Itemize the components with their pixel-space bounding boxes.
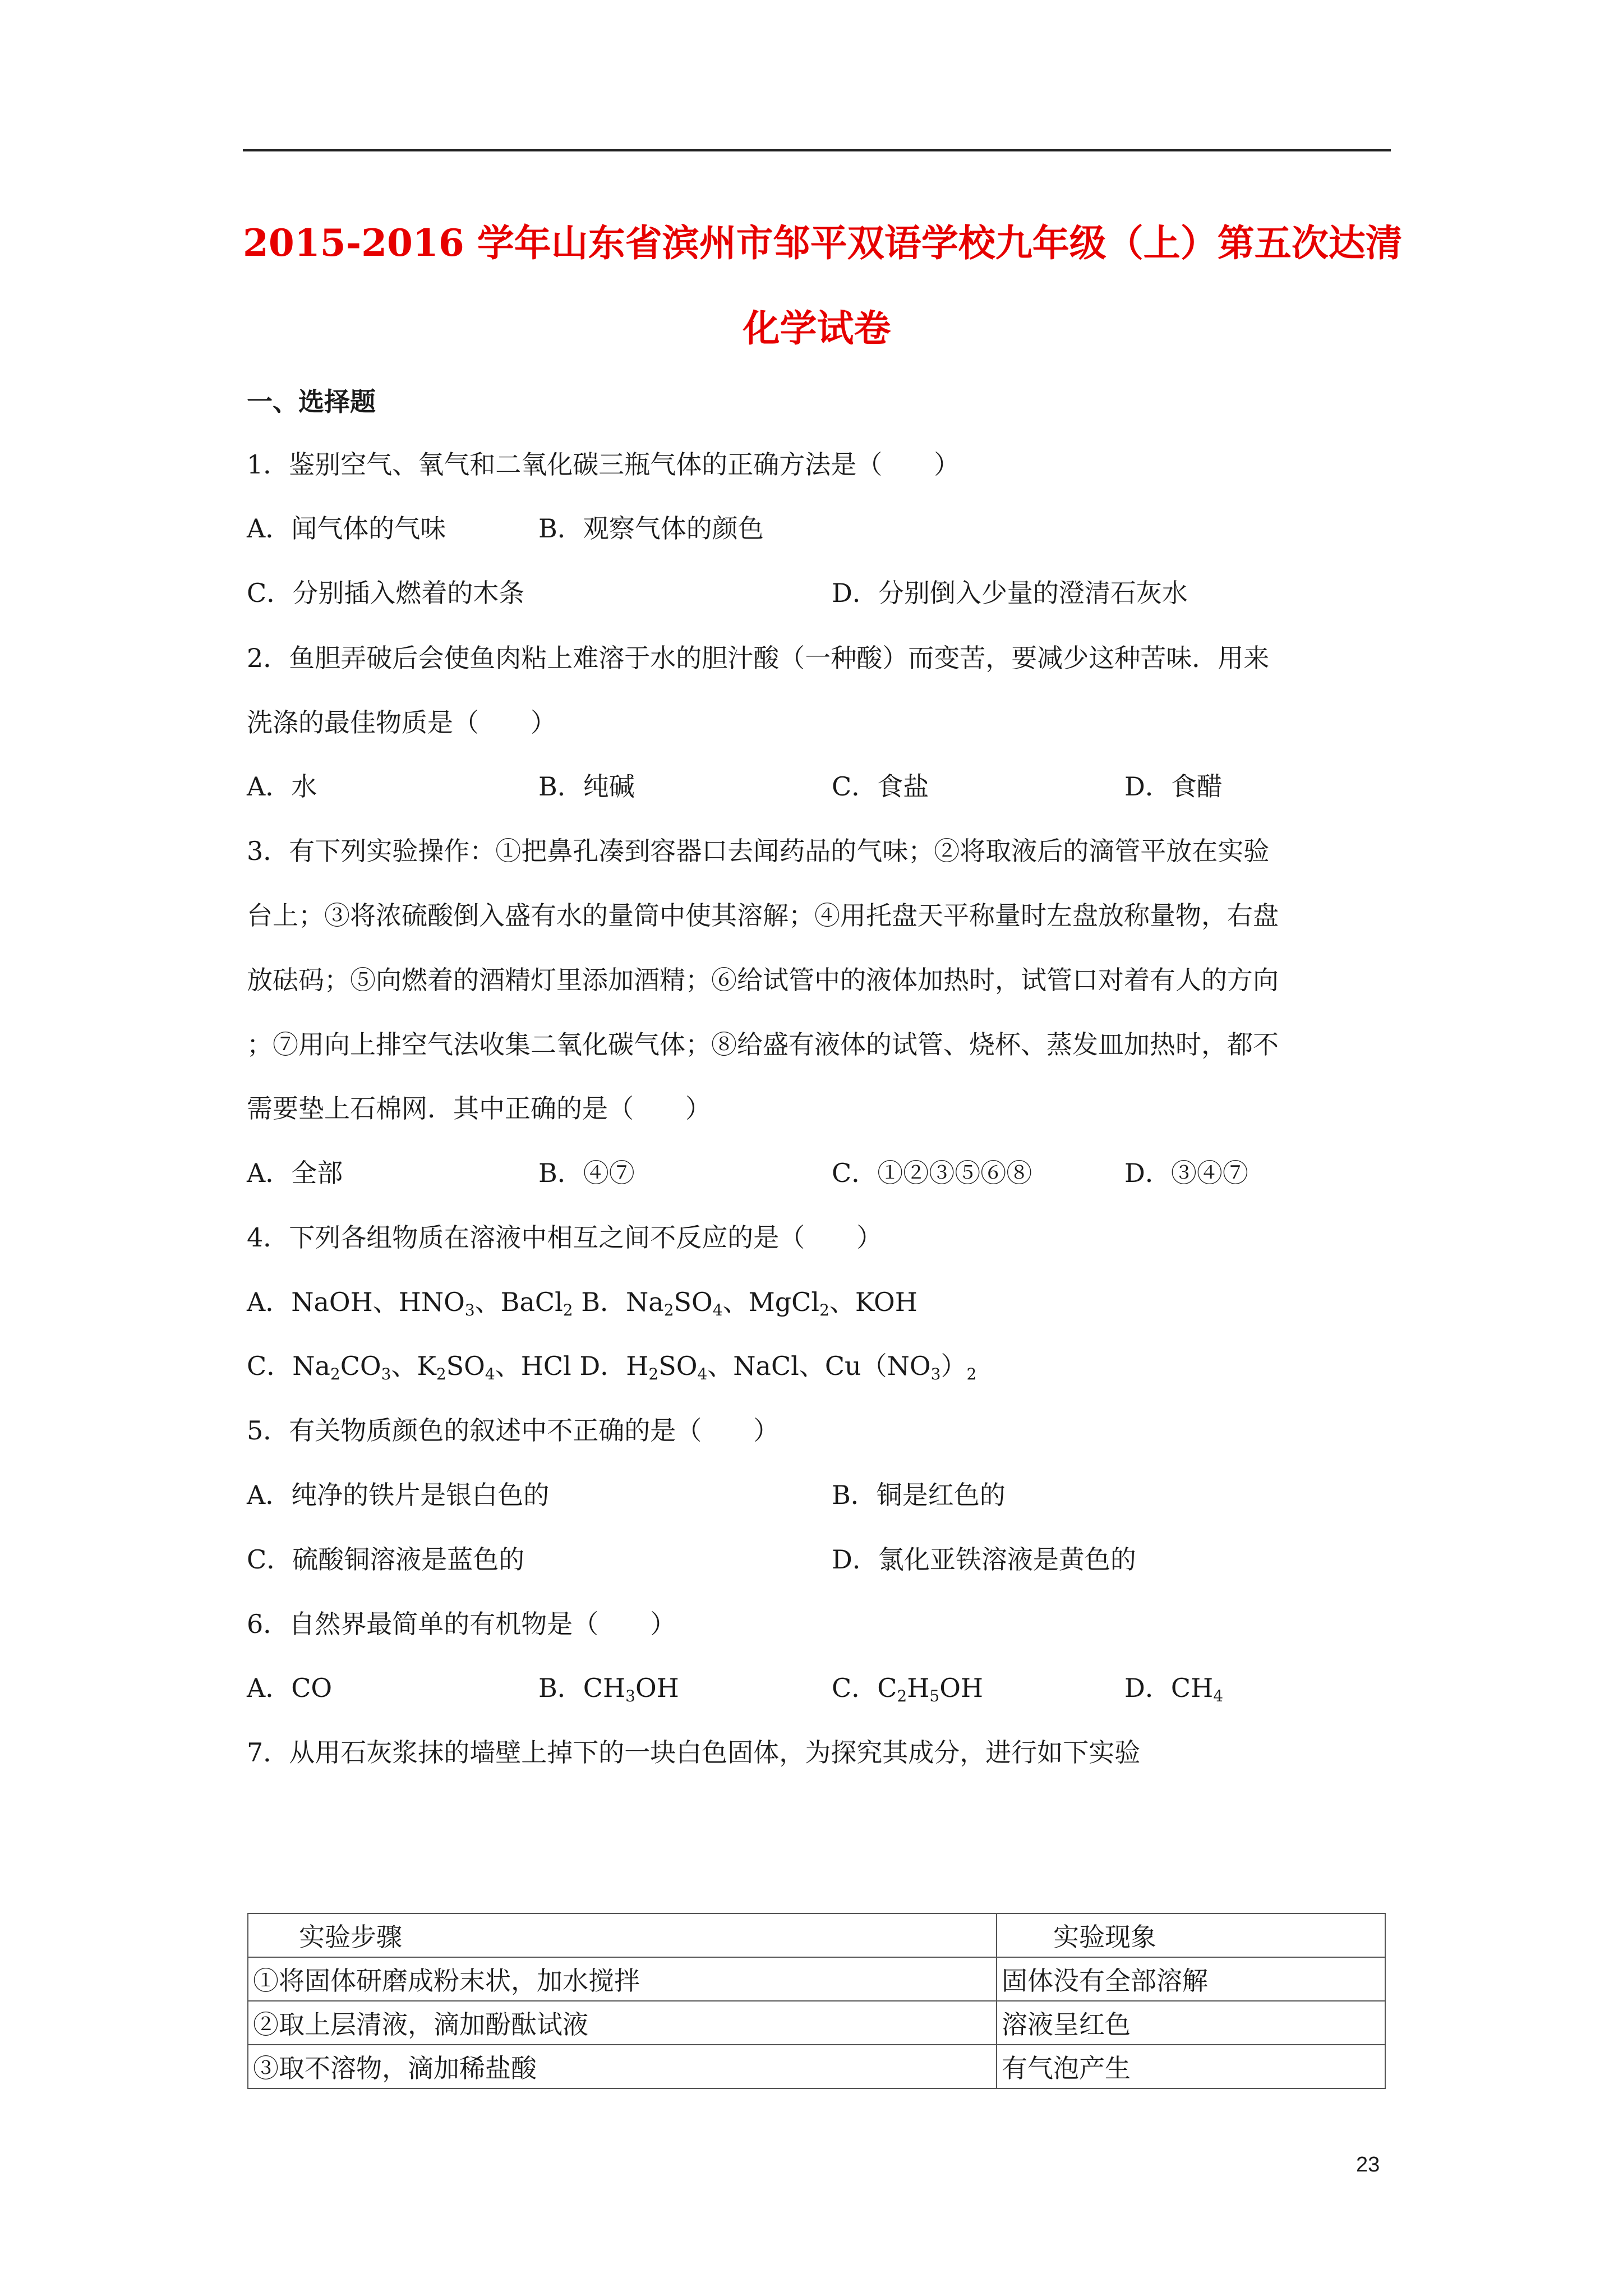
q3-option-a: A．全部: [247, 1158, 343, 1188]
q4-c-end: 、HCl: [495, 1351, 571, 1381]
q6-b-sub: 3: [625, 1687, 635, 1705]
q5-option-a: A．纯净的铁片是银白色的: [247, 1480, 550, 1510]
table-cell: ①将固体研磨成粉末状，加水搅拌: [248, 1957, 997, 2001]
experiment-table: [247, 1913, 1386, 2089]
q6-b-post: OH: [635, 1673, 679, 1703]
header-rule: [243, 149, 1391, 151]
table-header-row: [248, 1913, 1385, 1957]
q4-b-label: B．Na: [573, 1287, 664, 1317]
q1-option-d: D．分别倒入少量的澄清石灰水: [832, 578, 1188, 608]
table-row: [248, 2045, 1385, 2088]
q4-d-mid3: ）: [940, 1351, 967, 1381]
q4-c-sub2: 3: [381, 1365, 391, 1383]
q6-c-mid: H: [907, 1673, 930, 1703]
q5-option-c: C．硫酸铜溶液是蓝色的: [247, 1544, 525, 1575]
q4-c-mid2: 、K: [391, 1351, 436, 1381]
q4-d-mid1: SO: [658, 1351, 698, 1381]
q4-b-mid2: 、MgCl: [722, 1287, 820, 1317]
q5-stem: 5．有关物质颜色的叙述中不正确的是（ ）: [247, 1415, 780, 1446]
q6-stem: 6．自然界最简单的有机物是（ ）: [247, 1609, 676, 1639]
q1-option-a: A．闻气体的气味: [247, 513, 446, 544]
q2-option-b: B．纯碱: [538, 771, 635, 802]
q2-option-d: D．食醋: [1124, 771, 1223, 802]
q2-option-c: C．食盐: [832, 771, 929, 802]
q6-c-sub2: 5: [929, 1687, 940, 1705]
q4-stem: 4．下列各组物质在溶液中相互之间不反应的是（ ）: [247, 1222, 883, 1253]
q4-options-ab: [247, 1285, 917, 1327]
q6-option-c: [832, 1671, 983, 1713]
q6-b-pre: B．CH: [538, 1673, 626, 1703]
q4-d-mid2: 、NaCl、Cu（NO: [707, 1351, 931, 1381]
q5-option-d: D．氯化亚铁溶液是黄色的: [832, 1544, 1136, 1575]
q4-b-mid1: SO: [674, 1287, 713, 1317]
q7-stem: 7．从用石灰浆抹的墙壁上掉下的一块白色固体，为探究其成分，进行如下实验: [247, 1737, 1141, 1768]
q3-stem-line3: 放砝码；⑤向燃着的酒精灯里添加酒精；⑥给试管中的液体加热时，试管口对着有人的方向: [247, 965, 1279, 995]
q4-c-mid1: CO: [340, 1351, 381, 1381]
q6-c-pre: C．C: [832, 1673, 897, 1703]
q4-d-sub3: 3: [930, 1365, 941, 1383]
q2-stem-line1: 2．鱼胆弄破后会使鱼肉粘上难溶于水的胆汁酸（一种酸）而变苦，要减少这种苦味．用来: [247, 643, 1270, 673]
q6-c-post: OH: [939, 1673, 984, 1703]
q2-option-a: A．水: [247, 771, 317, 802]
q5-option-b: B．铜是红色的: [832, 1480, 1006, 1510]
q3-option-d: D．③④⑦: [1124, 1158, 1248, 1188]
page-title-line1: 2015-2016 学年山东省滨州市邹平双语学校九年级（上）第五次达清: [243, 221, 1403, 265]
table-header-cell: 实验步骤: [248, 1913, 997, 1957]
q2-stem-line2: 洗涤的最佳物质是（ ）: [247, 707, 556, 738]
q4-d-sub1: 2: [648, 1365, 659, 1383]
page-title-line2: 化学试卷: [743, 306, 891, 350]
table-cell: ②取上层清液，滴加酚酞试液: [248, 2001, 997, 2045]
q4-d-sub2: 4: [697, 1365, 708, 1383]
q4-c-label: C．Na: [247, 1351, 330, 1381]
q1-stem: 1．鉴别空气、氧气和二氧化碳三瓶气体的正确方法是（ ）: [247, 449, 960, 480]
q4-b-end: 、KOH: [829, 1287, 917, 1317]
q4-a-sub1: 3: [464, 1301, 475, 1319]
table-row: [248, 2001, 1385, 2045]
q6-d-sub: 4: [1213, 1687, 1224, 1705]
q1-option-b: B．观察气体的颜色: [538, 513, 764, 544]
q3-stem-line5: 需要垫上石棉网．其中正确的是（ ）: [247, 1093, 711, 1124]
q6-d-pre: D．CH: [1124, 1673, 1214, 1703]
q4-c-sub4: 4: [485, 1365, 495, 1383]
q3-stem-line1: 3．有下列实验操作：①把鼻孔凑到容器口去闻药品的气味；②将取液后的滴管平放在实验: [247, 836, 1270, 866]
table-cell: 溶液呈红色: [997, 2001, 1385, 2045]
q6-option-b: [538, 1671, 679, 1713]
q4-a-label: A．NaOH、HNO: [247, 1287, 465, 1317]
table-cell: ③取不溶物，滴加稀盐酸: [248, 2045, 997, 2088]
q4-d-label: D．H: [571, 1351, 649, 1381]
q3-stem-line2: 台上；③将浓硫酸倒入盛有水的量筒中使其溶解；④用托盘天平称量时左盘放称量物，右盘: [247, 900, 1279, 931]
q3-stem-line4: ；⑦用向上排空气法收集二氧化碳气体；⑧给盛有液体的试管、烧杯、蒸发皿加热时，都不: [247, 1029, 1279, 1060]
q4-options-cd: [247, 1349, 976, 1391]
q4-c-sub1: 2: [330, 1365, 340, 1383]
q3-option-c: C．①②③⑤⑥⑧: [832, 1158, 1032, 1188]
table-cell: 固体没有全部溶解: [997, 1957, 1385, 2001]
q4-a-sub2: 2: [562, 1301, 573, 1319]
q3-option-b: B．④⑦: [538, 1158, 635, 1188]
table-cell: 有气泡产生: [997, 2045, 1385, 2088]
q6-c-sub1: 2: [897, 1687, 907, 1705]
q4-c-mid3: SO: [446, 1351, 485, 1381]
section-heading: 一、选择题: [247, 386, 376, 417]
q4-a-mid: 、BaCl: [474, 1287, 563, 1317]
q6-option-a: A．CO: [247, 1673, 333, 1703]
q4-b-sub1: 2: [663, 1301, 674, 1319]
q4-b-sub3: 2: [819, 1301, 829, 1319]
q4-d-sub4: 2: [966, 1365, 977, 1383]
q4-c-sub3: 2: [436, 1365, 446, 1383]
page-number: 23: [1356, 2153, 1380, 2177]
table-header-cell: 实验现象: [997, 1913, 1385, 1957]
q6-option-d: [1124, 1671, 1223, 1713]
table-row: [248, 1957, 1385, 2001]
q1-option-c: C．分别插入燃着的木条: [247, 578, 525, 608]
q4-b-sub2: 4: [712, 1301, 723, 1319]
